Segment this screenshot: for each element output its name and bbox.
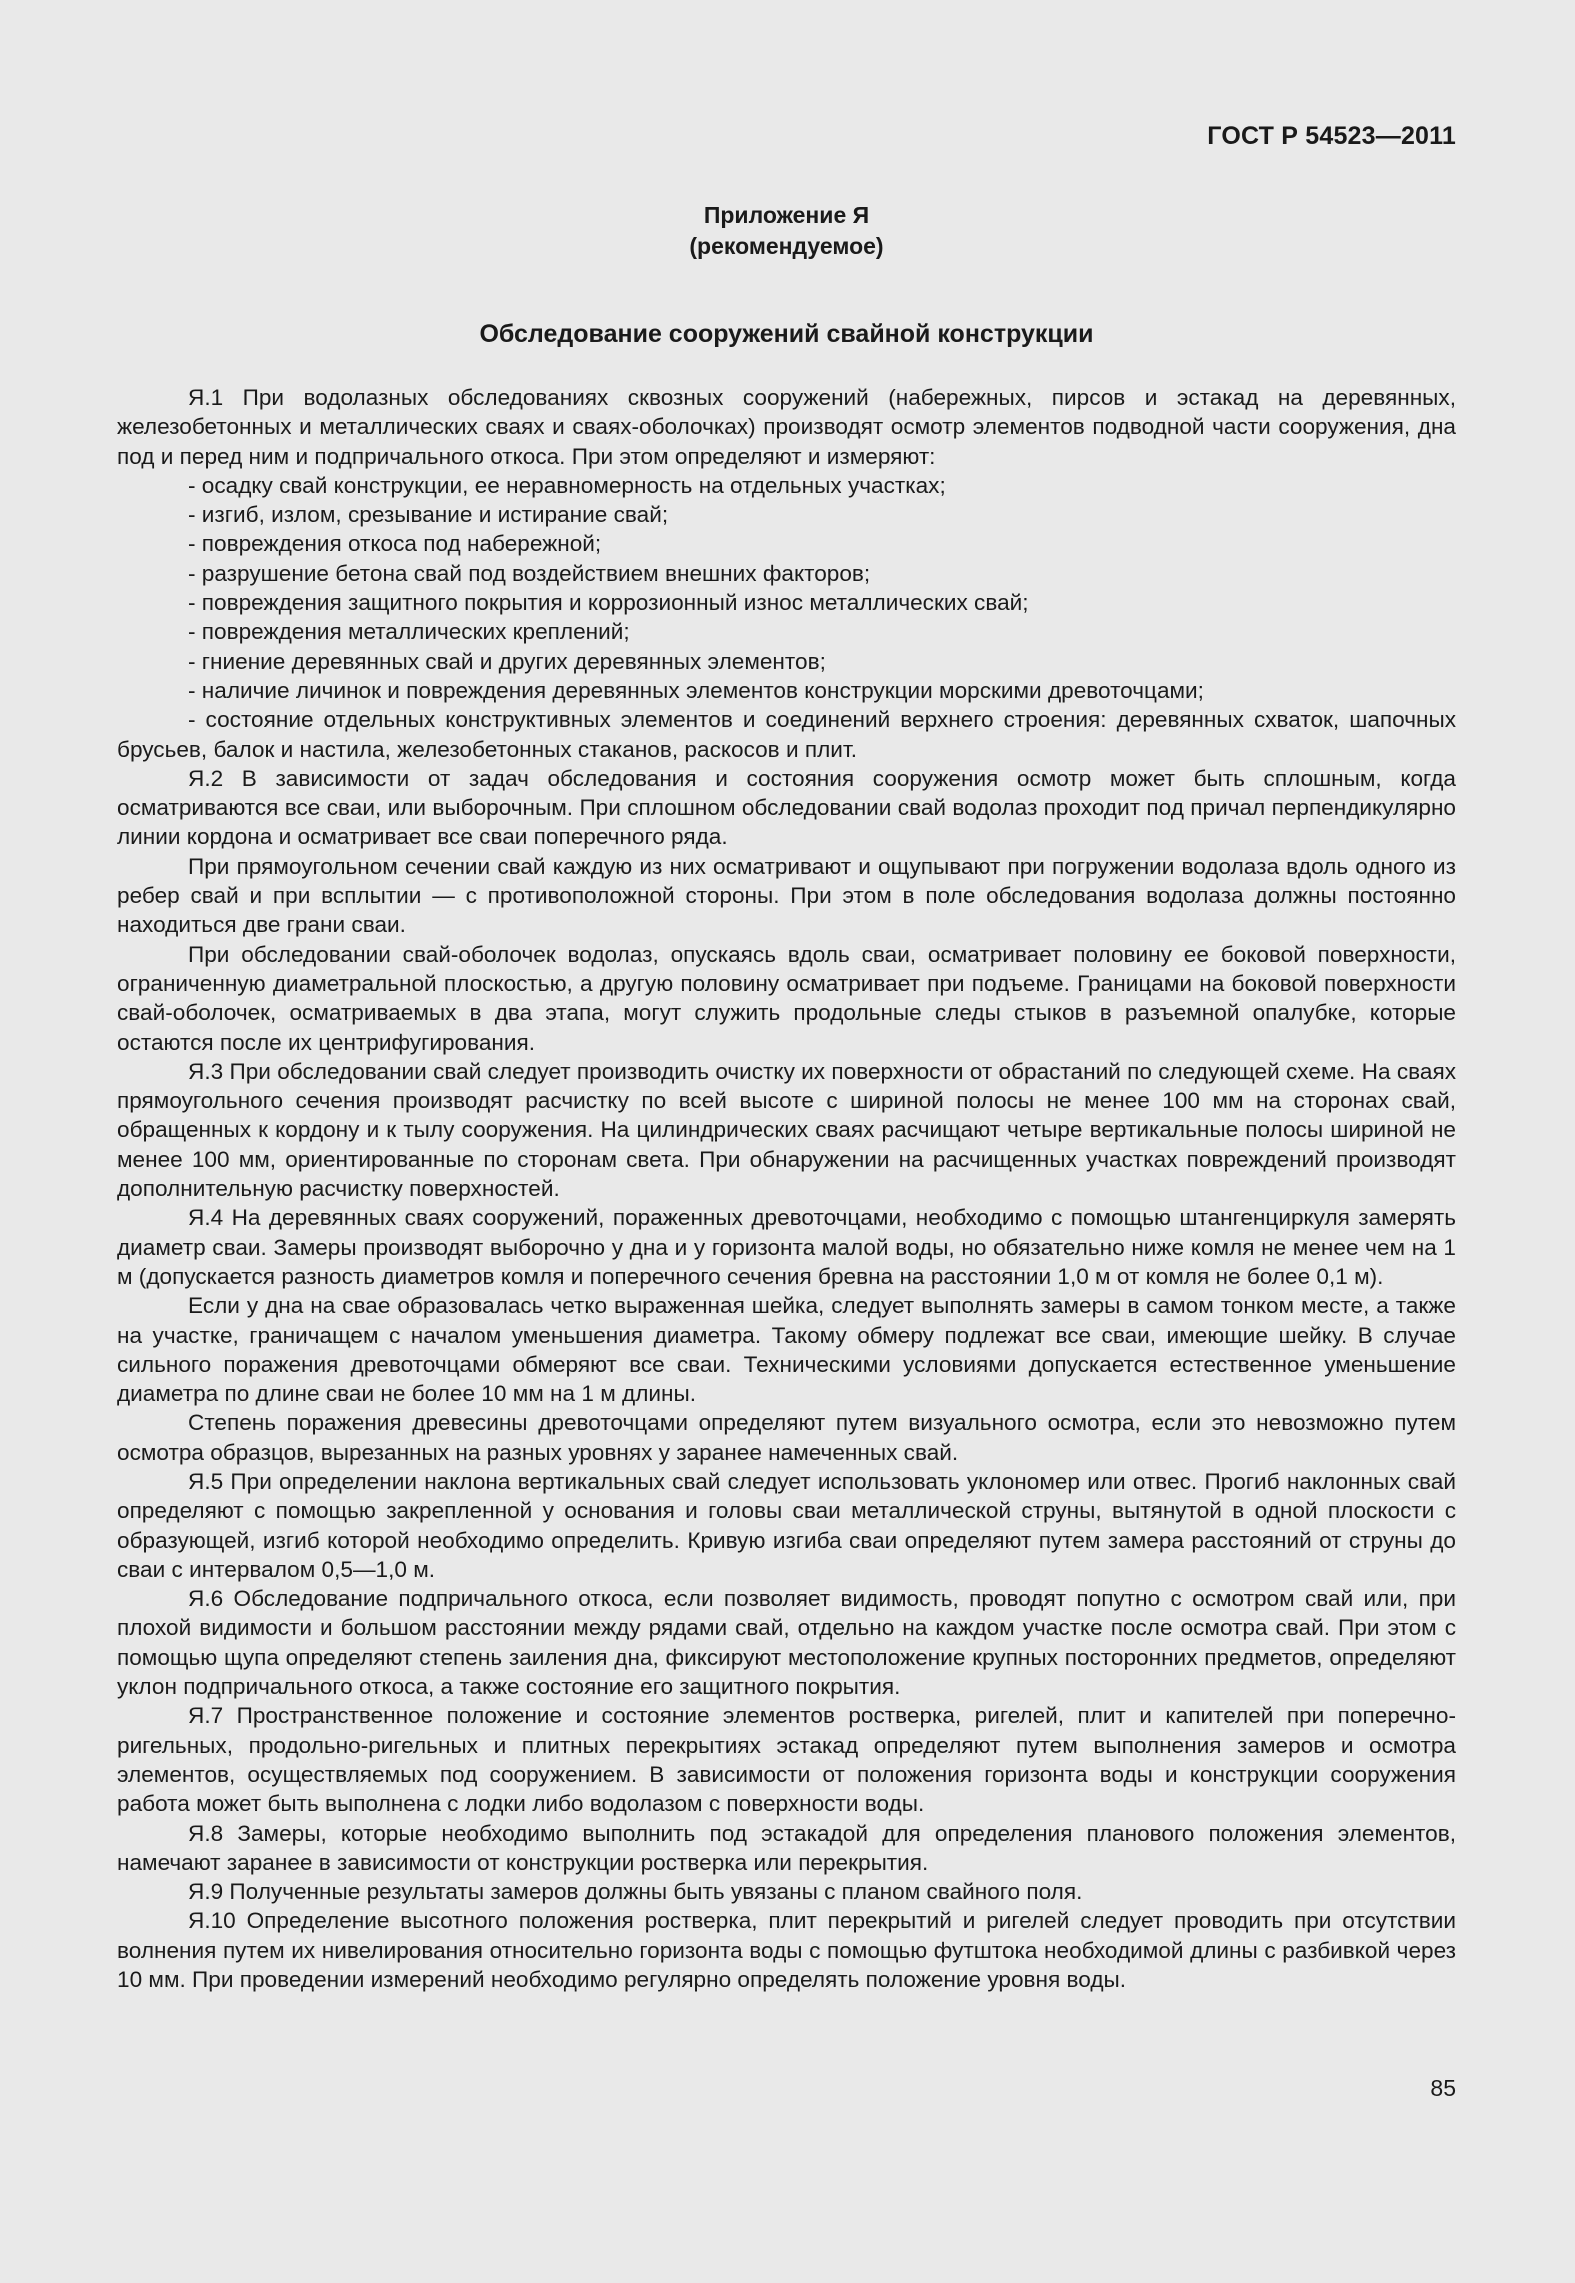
list-item: - изгиб, излом, срезывание и истирание свай; [188, 502, 669, 528]
list-item: - гниение деревянных свай и других деревянных элементов; [188, 648, 826, 674]
paragraph: Я.2 В зависимости от задач обследования и состояния сооружения осмотр может быть сплошным, когда осматриваются все сваи, или выборочным. При сплошном обследовании свай водолаз проходит под причал перпендикулярно линии кордона и осматривает все сваи поперечного ряда. [117, 765, 1456, 850]
paragraph: Я.10 Определение высотного положения ростверка, плит перекрытий и ригелей следует проводить при отсутствии волнения путем их нивелирования относительно горизонта воды с помощью футштока необходимой длины с разбивкой через 10 мм. При проведении измерений необходимо регулярно определять положение уровня воды. [117, 1908, 1456, 1993]
list-item: - наличие личинок и повреждения деревянных элементов конструкции морскими древоточцами; [188, 677, 1204, 703]
paragraph: Степень поражения древесины древоточцами определяют путем визуального осмотра, если это невозможно путем осмотра образцов, вырезанных на разных уровнях у заранее намеченных свай. [117, 1410, 1456, 1465]
paragraph: Я.8 Замеры, которые необходимо выполнить под эстакадой для определения планового положения элементов, намечают заранее в зависимости от конструкции ростверка или перекрытия. [117, 1820, 1456, 1875]
paragraph: Я.9 Полученные результаты замеров должны быть увязаны с планом свайного поля. [188, 1879, 1083, 1905]
appendix-heading [117, 200, 1456, 262]
appendix-name: Приложение Я [703, 202, 870, 228]
paragraph: Я.3 При обследовании свай следует производить очистку их поверхности от обрастаний по следующей схеме. На сваях прямоугольного сечения производят расчистку по всей высоте с шириной полосы не менее 100 мм на сторонах свай, обращенных к кордону и к тылу сооружения. На цилиндрических сваях расчищают четыре вертикальные полосы шириной не менее 100 мм, ориентированные по сторонам света. При обнаружении на расчищенных участках повреждений производят дополнительную расчистку поверхностей. [117, 1058, 1456, 1202]
paragraph: При прямоугольном сечении свай каждую из них осматривают и ощупывают при погружении водолаза вдоль одного из ребер свай и при всплытии — с противоположной стороны. При этом в поле обследования водолаза должны постоянно находиться две грани сваи. [117, 853, 1456, 938]
paragraph: Я.1 При водолазных обследованиях сквозных сооружений (набережных, пирсов и эстакад на деревянных, железобетонных и металлических сваях и сваях-оболочках) производят осмотр элементов подводной части сооружения, дна под и перед ним и подпричального откоса. При этом определяют и измеряют: [117, 385, 1456, 469]
section-title: Обследование сооружений свайной конструкции [479, 320, 1094, 348]
paragraph: Я.7 Пространственное положение и состояние элементов ростверка, ригелей, плит и капителей при поперечно-ригельных, продольно-ригельных и плитных перекрытиях эстакад определяют путем выполнения замеров и осмотра элементов, осуществляемых под сооружением. В зависимости от положения горизонта воды и конструкции сооружения работа может быть выполнена с лодки либо водолазом с поверхности воды. [117, 1703, 1456, 1817]
list-item: - осадку свай конструкции, ее неравномерность на отдельных участках; [188, 472, 946, 498]
paragraph: При обследовании свай-оболочек водолаз, опускаясь вдоль сваи, осматривает половину ее боковой поверхности, ограниченную диаметральной плоскостью, а другую половину осматривает при подъеме. Границами на боковой поверхности свай-оболочек, осматриваемых в два этапа, могут служить продольные следы стыков в разъемной опалубке, которые остаются после их центрифугирования. [117, 941, 1456, 1055]
paragraph: Я.4 На деревянных сваях сооружений, пораженных древоточцами, необходимо с помощью штангенциркуля замерять диаметр сваи. Замеры производят выборочно у дна и у горизонта малой воды, но обязательно ниже комля не менее чем на 1 м (допускается разность диаметров комля и поперечного сечения бревна на расстоянии 1,0 м от комля не более 0,1 м). [117, 1205, 1456, 1289]
list-item: - разрушение бетона свай под воздействием внешних факторов; [188, 560, 871, 586]
body-text [117, 383, 1456, 1994]
appendix-status: (рекомендуемое) [689, 233, 884, 259]
list-item: - состояние отдельных конструктивных элементов и соединений верхнего строения: деревянных схваток, шапочных брусьев, балок и настила, железобетонных стаканов, раскосов и плит. [117, 707, 1456, 762]
list-item: - повреждения металлических креплений; [188, 619, 630, 645]
page-number: 85 [1430, 2075, 1456, 2101]
paragraph: Я.6 Обследование подпричального откоса, если позволяет видимость, проводят попутно с осмотром свай или, при плохой видимости и большом расстоянии между рядами свай, отдельно на каждом участке после осмотра свай. При этом с помощью щупа определяют степень заиления дна, фиксируют местоположение крупных посторонних предметов, определяют уклон подпричального откоса, а также состояние его защитного покрытия. [117, 1586, 1456, 1700]
document-code-header: ГОСТ Р 54523—2011 [1207, 122, 1456, 150]
paragraph: Я.5 При определении наклона вертикальных свай следует использовать уклономер или отвес. Прогиб наклонных свай определяют с помощью закрепленной у основания и головы сваи металлической струны, вытянутой в одной плоскости с образующей, изгиб которой необходимо определить. Кривую изгиба сваи определяют путем замера расстояний от струны до сваи с интервалом 0,5—1,0 м. [117, 1468, 1456, 1582]
paragraph: Если у дна на свае образовалась четко выраженная шейка, следует выполнять замеры в самом тонком месте, а также на участке, граничащем с началом уменьшения диаметра. Такому обмеру подлежат все сваи, имеющие шейку. В случае сильного поражения древоточцами обмеряют все сваи. Техническими условиями допускается естественное уменьшение диаметра по длине сваи не более 10 мм на 1 м длины. [117, 1293, 1456, 1407]
list-item: - повреждения защитного покрытия и коррозионный износ металлических свай; [188, 590, 1029, 616]
list-item: - повреждения откоса под набережной; [188, 531, 602, 557]
